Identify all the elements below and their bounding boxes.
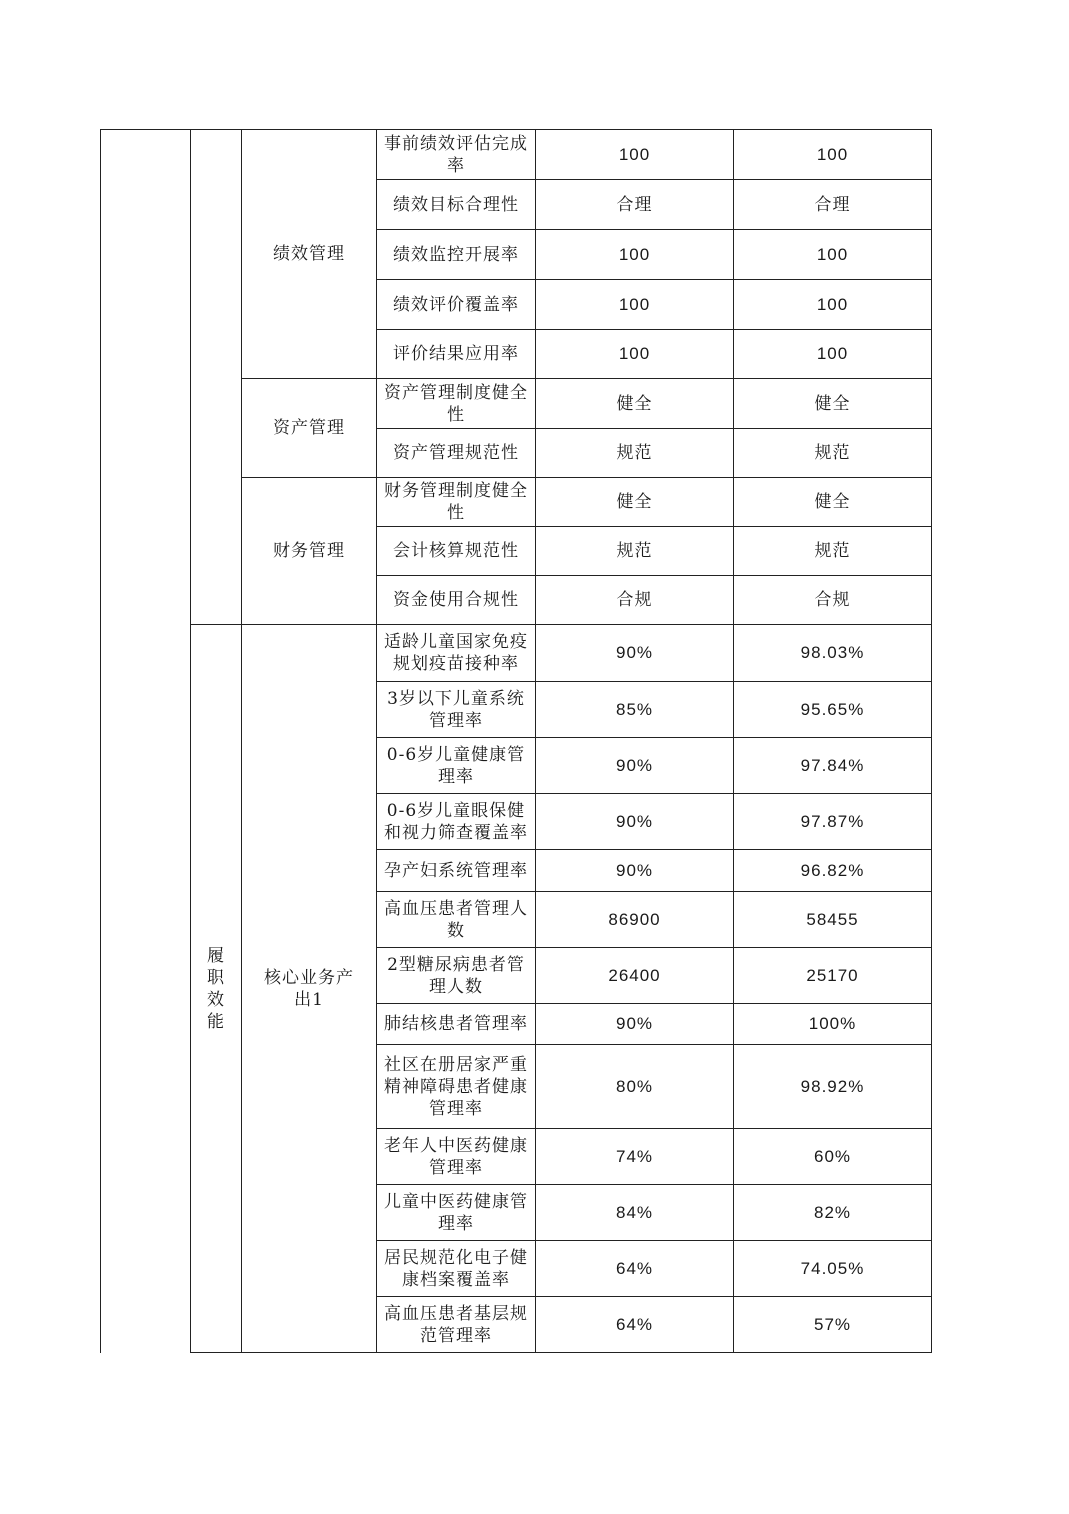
indicator-cell: 资产管理规范性: [377, 429, 536, 478]
actual-value-cell: 100: [734, 230, 932, 280]
target-value-cell: 100: [536, 130, 734, 180]
actual-value-cell: 60%: [734, 1129, 932, 1185]
actual-value-cell: 100%: [734, 1004, 932, 1045]
indicator-cell: 绩效目标合理性: [377, 180, 536, 230]
actual-value-cell: 健全: [734, 478, 932, 527]
actual-value-cell: 100: [734, 130, 932, 180]
category-asset-management: 资产管理: [242, 379, 377, 478]
actual-value-cell: 98.92%: [734, 1045, 932, 1129]
category-performance-management: 绩效管理: [242, 130, 377, 379]
indicator-cell: 居民规范化电子健康档案覆盖率: [377, 1241, 536, 1297]
target-value-cell: 100: [536, 230, 734, 280]
target-value-cell: 64%: [536, 1241, 734, 1297]
category-finance-management: 财务管理: [242, 478, 377, 625]
indicator-cell: 评价结果应用率: [377, 330, 536, 379]
target-value-cell: 86900: [536, 892, 734, 948]
indicator-cell: 绩效评价覆盖率: [377, 280, 536, 330]
indicator-cell: 0-6岁儿童健康管理率: [377, 738, 536, 794]
indicator-cell: 资金使用合规性: [377, 576, 536, 625]
actual-value-cell: 合规: [734, 576, 932, 625]
category-core-output: 核心业务产出1: [242, 625, 377, 1353]
actual-value-cell: 97.84%: [734, 738, 932, 794]
actual-value-cell: 合理: [734, 180, 932, 230]
indicator-cell: 高血压患者基层规范管理率: [377, 1297, 536, 1353]
indicator-cell: 资产管理制度健全性: [377, 379, 536, 429]
indicator-cell: 肺结核患者管理率: [377, 1004, 536, 1045]
target-value-cell: 64%: [536, 1297, 734, 1353]
actual-value-cell: 74.05%: [734, 1241, 932, 1297]
target-value-cell: 84%: [536, 1185, 734, 1241]
target-value-cell: 74%: [536, 1129, 734, 1185]
indicator-cell: 事前绩效评估完成率: [377, 130, 536, 180]
actual-value-cell: 25170: [734, 948, 932, 1004]
actual-value-cell: 95.65%: [734, 682, 932, 738]
indicator-cell: 2型糖尿病患者管理人数: [377, 948, 536, 1004]
target-value-cell: 规范: [536, 527, 734, 576]
indicator-cell: 会计核算规范性: [377, 527, 536, 576]
target-value-cell: 90%: [536, 625, 734, 682]
indicator-cell: 社区在册居家严重精神障碍患者健康管理率: [377, 1045, 536, 1129]
target-value-cell: 合规: [536, 576, 734, 625]
actual-value-cell: 98.03%: [734, 625, 932, 682]
actual-value-cell: 58455: [734, 892, 932, 948]
target-value-cell: 健全: [536, 478, 734, 527]
indicator-cell: 0-6岁儿童眼保健和视力筛查覆盖率: [377, 794, 536, 850]
actual-value-cell: 100: [734, 330, 932, 379]
actual-value-cell: 96.82%: [734, 850, 932, 892]
category-duty-efficiency: 履职效能: [191, 625, 242, 1353]
indicator-cell: 老年人中医药健康管理率: [377, 1129, 536, 1185]
performance-indicator-table: [100, 129, 932, 1353]
target-value-cell: 26400: [536, 948, 734, 1004]
target-value-cell: 80%: [536, 1045, 734, 1129]
blank-left-column: [101, 130, 191, 1353]
actual-value-cell: 97.87%: [734, 794, 932, 850]
actual-value-cell: 82%: [734, 1185, 932, 1241]
indicator-cell: 儿童中医药健康管理率: [377, 1185, 536, 1241]
indicator-cell: 财务管理制度健全性: [377, 478, 536, 527]
target-value-cell: 100: [536, 280, 734, 330]
actual-value-cell: 规范: [734, 527, 932, 576]
indicator-cell: 3岁以下儿童系统管理率: [377, 682, 536, 738]
target-value-cell: 85%: [536, 682, 734, 738]
target-value-cell: 90%: [536, 1004, 734, 1045]
indicator-cell: 适龄儿童国家免疫规划疫苗接种率: [377, 625, 536, 682]
blank-level1-cell: [191, 130, 242, 625]
target-value-cell: 100: [536, 330, 734, 379]
actual-value-cell: 57%: [734, 1297, 932, 1353]
target-value-cell: 90%: [536, 738, 734, 794]
target-value-cell: 90%: [536, 794, 734, 850]
indicator-cell: 孕产妇系统管理率: [377, 850, 536, 892]
target-value-cell: 健全: [536, 379, 734, 429]
target-value-cell: 合理: [536, 180, 734, 230]
actual-value-cell: 规范: [734, 429, 932, 478]
target-value-cell: 90%: [536, 850, 734, 892]
target-value-cell: 规范: [536, 429, 734, 478]
indicator-cell: 高血压患者管理人数: [377, 892, 536, 948]
actual-value-cell: 100: [734, 280, 932, 330]
actual-value-cell: 健全: [734, 379, 932, 429]
indicator-cell: 绩效监控开展率: [377, 230, 536, 280]
